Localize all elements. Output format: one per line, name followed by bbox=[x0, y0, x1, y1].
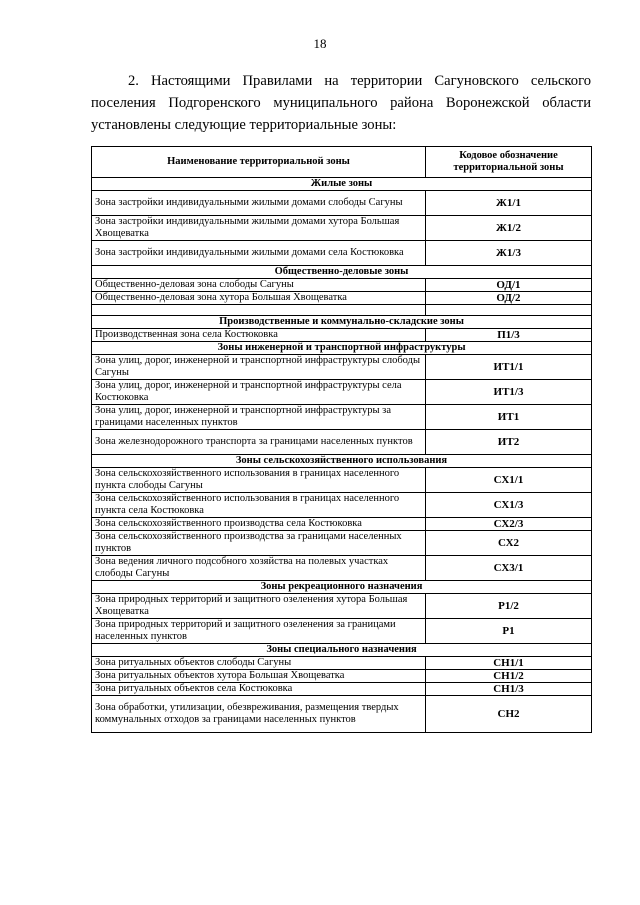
zone-name: Зона застройки индивидуальными жилыми домами слободы Сагуны bbox=[92, 191, 426, 216]
zone-group-row bbox=[92, 342, 592, 355]
table-header-row bbox=[92, 147, 592, 178]
zone-code: СХ3/1 bbox=[426, 556, 592, 581]
zone-code: ИТ2 bbox=[426, 430, 592, 455]
zone-code: ОД/1 bbox=[426, 279, 592, 292]
zone-group-title: Общественно-деловые зоны bbox=[92, 266, 592, 279]
zone-group-row bbox=[92, 316, 592, 329]
zone-name: Зона улиц, дорог, инженерной и транспортной инфраструктуры слободы Сагуны bbox=[92, 355, 426, 380]
table-row bbox=[92, 279, 592, 292]
zone-group-title: Зоны инженерной и транспортной инфраструктуры bbox=[92, 342, 592, 355]
table-row bbox=[92, 619, 592, 644]
zone-name: Зона природных территорий и защитного озеленения за границами населенных пунктов bbox=[92, 619, 426, 644]
zone-code: СХ1/1 bbox=[426, 468, 592, 493]
table-row bbox=[92, 493, 592, 518]
table-row bbox=[92, 380, 592, 405]
intro-paragraph: 2. Настоящими Правилами на территории Сагуновского сельского поселения Подгоренского муниципального района Воронежской области установлены следующие территориальные зоны: bbox=[91, 73, 591, 133]
table-row bbox=[92, 657, 592, 670]
table-row bbox=[92, 696, 592, 733]
table-row bbox=[92, 405, 592, 430]
zone-group-row bbox=[92, 644, 592, 657]
empty-row bbox=[92, 305, 592, 316]
table-row bbox=[92, 191, 592, 216]
table-row bbox=[92, 468, 592, 493]
table-row bbox=[92, 670, 592, 683]
zone-code: ИТ1/3 bbox=[426, 380, 592, 405]
zone-group-row bbox=[92, 266, 592, 279]
zone-name: Зона сельскохозяйственного производства за границами населенных пунктов bbox=[92, 531, 426, 556]
table-row bbox=[92, 556, 592, 581]
page-number: 18 bbox=[313, 36, 327, 51]
zone-name: Общественно-деловая зона хутора Большая Хвощеватка bbox=[92, 292, 426, 305]
territorial-zones-table bbox=[91, 146, 592, 733]
zone-name: Зона ритуальных объектов села Костюковка bbox=[92, 683, 426, 696]
zone-code: Ж1/3 bbox=[426, 241, 592, 266]
zone-code: ОД/2 bbox=[426, 292, 592, 305]
zone-code: ИТ1 bbox=[426, 405, 592, 430]
table-row bbox=[92, 594, 592, 619]
zone-name: Зона застройки индивидуальными жилыми домами села Костюковка bbox=[92, 241, 426, 266]
zone-code: СН1/3 bbox=[426, 683, 592, 696]
zone-code: Р1 bbox=[426, 619, 592, 644]
zone-group-title: Жилые зоны bbox=[92, 178, 592, 191]
header-zone-name: Наименование территориальной зоны bbox=[92, 147, 426, 178]
table-row bbox=[92, 355, 592, 380]
empty-cell bbox=[92, 305, 426, 316]
zone-code: СН1/1 bbox=[426, 657, 592, 670]
zone-name: Зона природных территорий и защитного озеленения хутора Большая Хвощеватка bbox=[92, 594, 426, 619]
zone-name: Зона ведения личного подсобного хозяйства на полевых участках слободы Сагуны bbox=[92, 556, 426, 581]
zone-group-title: Зоны рекреационного назначения bbox=[92, 581, 592, 594]
table-row bbox=[92, 683, 592, 696]
table-row bbox=[92, 430, 592, 455]
zone-code: Р1/2 bbox=[426, 594, 592, 619]
zone-code: Ж1/1 bbox=[426, 191, 592, 216]
table-row bbox=[92, 241, 592, 266]
zone-name: Общественно-деловая зона слободы Сагуны bbox=[92, 279, 426, 292]
header-zone-code: Кодовое обозначение территориальной зоны bbox=[426, 147, 592, 178]
zone-name: Зона железнодорожного транспорта за границами населенных пунктов bbox=[92, 430, 426, 455]
zone-group-row bbox=[92, 455, 592, 468]
zone-code: ИТ1/1 bbox=[426, 355, 592, 380]
zone-code: Ж1/2 bbox=[426, 216, 592, 241]
zone-code: СХ2/3 bbox=[426, 518, 592, 531]
table-row bbox=[92, 329, 592, 342]
zone-code: СН1/2 bbox=[426, 670, 592, 683]
zone-code: СХ2 bbox=[426, 531, 592, 556]
zone-name: Зона обработки, утилизации, обезвреживания, размещения твердых коммунальных отходов за границами населенных пунктов bbox=[92, 696, 426, 733]
table-row bbox=[92, 518, 592, 531]
zone-code: П1/3 bbox=[426, 329, 592, 342]
empty-cell bbox=[426, 305, 592, 316]
zone-group-row bbox=[92, 581, 592, 594]
zone-group-title: Зоны специального назначения bbox=[92, 644, 592, 657]
zone-name: Зона сельскохозяйственного производства села Костюковка bbox=[92, 518, 426, 531]
zone-name: Зона сельскохозяйственного использования в границах населенного пункта слободы Сагуны bbox=[92, 468, 426, 493]
zone-name: Производственная зона села Костюковка bbox=[92, 329, 426, 342]
zone-group-title: Зоны сельскохозяйственного использования bbox=[92, 455, 592, 468]
zone-name: Зона застройки индивидуальными жилыми домами хутора Большая Хвощеватка bbox=[92, 216, 426, 241]
zone-group-title: Производственные и коммунально-складские зоны bbox=[92, 316, 592, 329]
table-row bbox=[92, 216, 592, 241]
zone-name: Зона ритуальных объектов слободы Сагуны bbox=[92, 657, 426, 670]
zone-name: Зона ритуальных объектов хутора Большая Хвощеватка bbox=[92, 670, 426, 683]
table-body bbox=[92, 178, 592, 733]
table-row bbox=[92, 531, 592, 556]
table-row bbox=[92, 292, 592, 305]
zone-name: Зона сельскохозяйственного использования в границах населенного пункта села Костюковка bbox=[92, 493, 426, 518]
zone-name: Зона улиц, дорог, инженерной и транспортной инфраструктуры села Костюковка bbox=[92, 380, 426, 405]
zone-group-row bbox=[92, 178, 592, 191]
zone-name: Зона улиц, дорог, инженерной и транспортной инфраструктуры за границами населенных пунктов bbox=[92, 405, 426, 430]
zone-code: СХ1/3 bbox=[426, 493, 592, 518]
zone-code: СН2 bbox=[426, 696, 592, 733]
